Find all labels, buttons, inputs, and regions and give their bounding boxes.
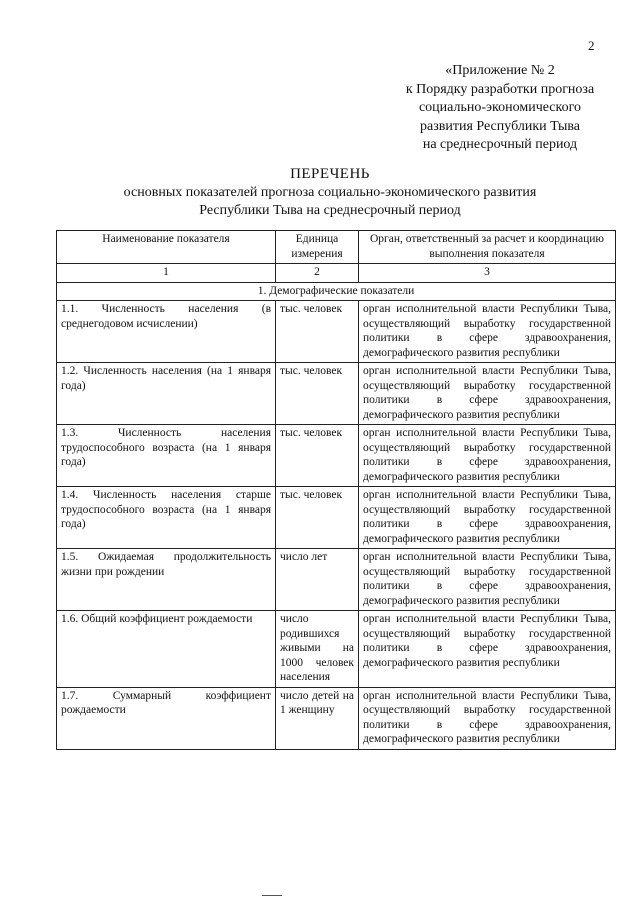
appendix-line: к Порядку разработки прогноза bbox=[405, 81, 595, 97]
indicator-unit: число лет bbox=[276, 549, 359, 611]
indicator-unit: тыс. человек bbox=[276, 425, 359, 487]
responsible-body: орган исполнительной власти Республики Тыва, осуществляющий выработку государственной политики в сфере здравоохранения, демографического развития республики bbox=[359, 687, 616, 749]
indicator-name: 1.7. Суммарный коэффициент рождаемости bbox=[57, 687, 276, 749]
indicator-unit: число детей на 1 женщину bbox=[276, 687, 359, 749]
table-row bbox=[57, 301, 616, 363]
table-row bbox=[57, 425, 616, 487]
indicator-name: 1.1. Численность населения (в среднегодовом исчислении) bbox=[57, 301, 276, 363]
table-row bbox=[57, 549, 616, 611]
document-subtitle: Республики Тыва на среднесрочный период bbox=[199, 203, 461, 218]
section-row bbox=[57, 282, 616, 301]
table-row bbox=[57, 611, 616, 688]
column-number: 3 bbox=[359, 264, 616, 283]
appendix-line: социально-экономического bbox=[418, 100, 582, 115]
table-header-row bbox=[57, 231, 616, 264]
table-row bbox=[57, 687, 616, 749]
responsible-body: орган исполнительной власти Республики Тыва, осуществляющий выработку государственной политики в сфере здравоохранения, демографического развития республики bbox=[359, 487, 616, 549]
column-number-row bbox=[57, 264, 616, 283]
responsible-body: орган исполнительной власти Республики Тыва, осуществляющий выработку государственной политики в сфере здравоохранения, демографического развития республики bbox=[359, 425, 616, 487]
document-title-block bbox=[60, 165, 600, 220]
indicator-name: 1.4. Численность населения старше трудоспособного возраста (на 1 января года) bbox=[57, 487, 276, 549]
table-row bbox=[57, 363, 616, 425]
indicator-unit: число родившихся живыми на 1000 человек населения bbox=[276, 611, 359, 688]
indicator-name: 1.2. Численность населения (на 1 января года) bbox=[57, 363, 276, 425]
appendix-line: на среднесрочный период bbox=[422, 137, 578, 152]
column-header: Наименование показателя bbox=[57, 231, 276, 264]
indicator-unit: тыс. человек bbox=[276, 363, 359, 425]
responsible-body: орган исполнительной власти Республики Тыва, осуществляющий выработку государственной политики в сфере здравоохранения, демографического развития республики bbox=[359, 363, 616, 425]
document-subtitle: основных показателей прогноза социально-экономического развития bbox=[123, 185, 537, 200]
appendix-heading bbox=[380, 62, 620, 155]
column-number: 2 bbox=[276, 264, 359, 283]
footer-dash bbox=[262, 895, 282, 896]
responsible-body: орган исполнительной власти Республики Тыва, осуществляющий выработку государственной политики в сфере здравоохранения, демографического развития республики bbox=[359, 549, 616, 611]
indicator-unit: тыс. человек bbox=[276, 301, 359, 363]
responsible-body: орган исполнительной власти Республики Тыва, осуществляющий выработку государственной политики в сфере здравоохранения, демографического развития республики bbox=[359, 301, 616, 363]
indicator-name: 1.3. Численность населения трудоспособного возраста (на 1 января года) bbox=[57, 425, 276, 487]
appendix-line: «Приложение № 2 bbox=[445, 63, 555, 78]
section-title: 1. Демографические показатели bbox=[57, 282, 616, 301]
indicator-unit: тыс. человек bbox=[276, 487, 359, 549]
column-header: Единица измерения bbox=[276, 231, 359, 264]
document-title: ПЕРЕЧЕНЬ bbox=[290, 166, 370, 182]
table-row bbox=[57, 487, 616, 549]
indicator-name: 1.5. Ожидаемая продолжительность жизни при рождении bbox=[57, 549, 276, 611]
indicator-name: 1.6. Общий коэффициент рождаемости bbox=[57, 611, 276, 688]
column-header: Орган, ответственный за расчет и координацию выполнения показателя bbox=[359, 231, 616, 264]
page-number: 2 bbox=[588, 38, 595, 53]
column-number: 1 bbox=[57, 264, 276, 283]
appendix-line: развития Республики Тыва bbox=[419, 118, 581, 134]
indicators-table bbox=[56, 230, 616, 750]
responsible-body: орган исполнительной власти Республики Тыва, осуществляющий выработку государственной политики в сфере здравоохранения, демографического развития республики bbox=[359, 611, 616, 688]
